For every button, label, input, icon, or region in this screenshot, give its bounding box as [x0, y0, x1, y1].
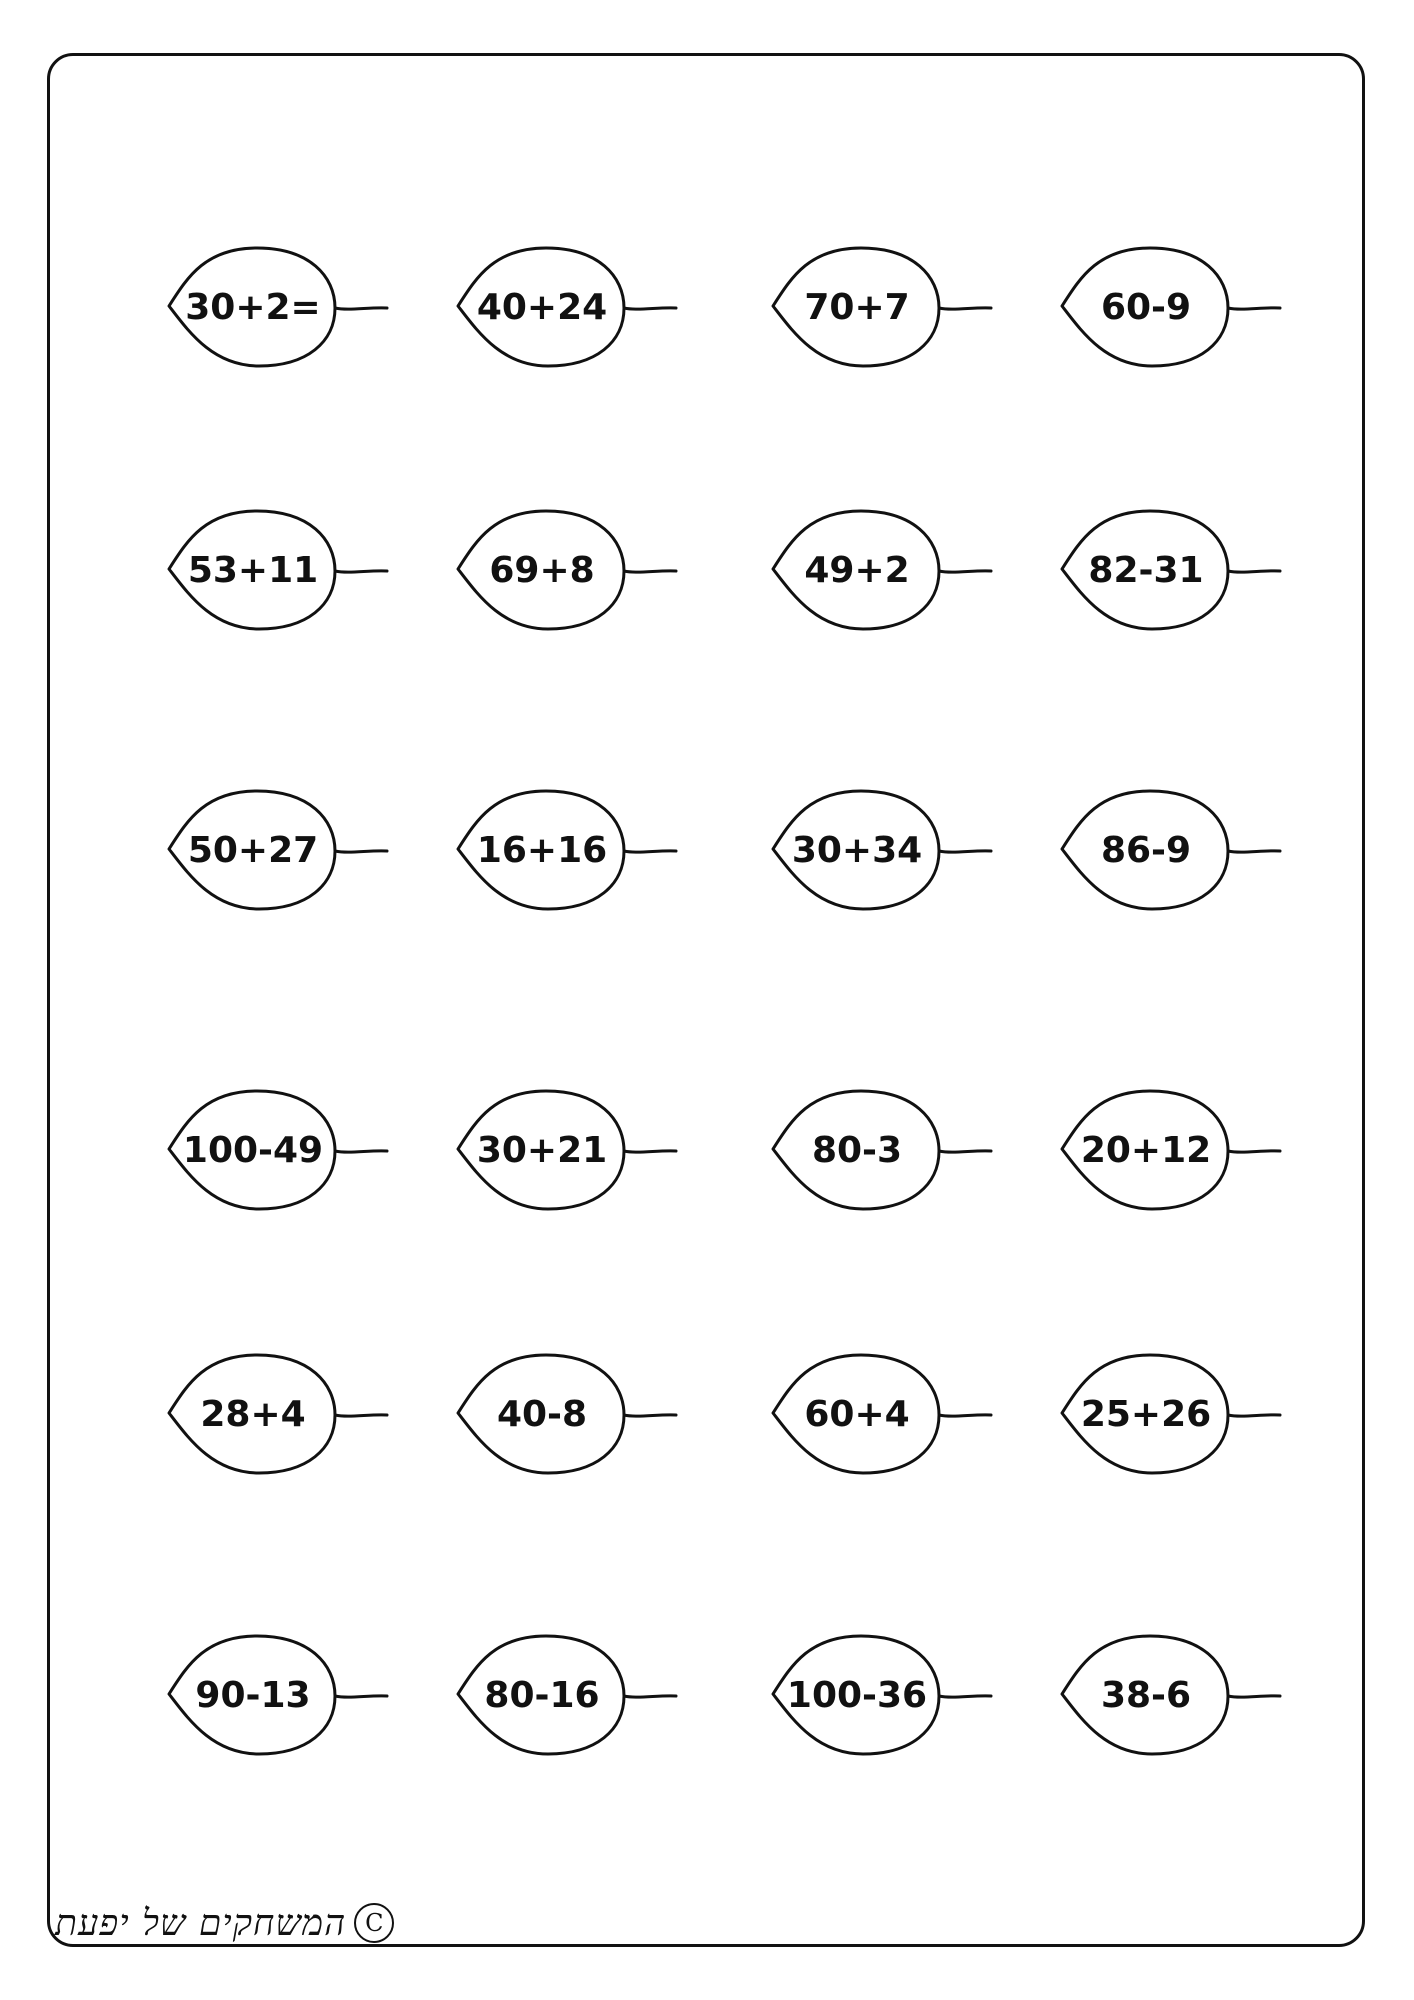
- copyright-icon: C: [354, 1903, 394, 1943]
- leaf-stem: [335, 1696, 387, 1697]
- math-problem-text: 86-9: [1100, 830, 1192, 871]
- problem-leaf: [458, 511, 676, 629]
- problem-leaf: [169, 248, 387, 366]
- problem-leaf: [458, 791, 676, 909]
- math-problem-text: 100-49: [182, 1130, 324, 1171]
- leaf-stem: [1228, 1151, 1280, 1152]
- leaf-stem: [939, 571, 991, 572]
- problem-leaf: [169, 1355, 387, 1473]
- leaf-stem: [1228, 1415, 1280, 1416]
- leaf-stem: [1228, 1696, 1280, 1697]
- leaf-stem: [335, 851, 387, 852]
- problem-leaf: [169, 791, 387, 909]
- math-problem-text: 53+11: [187, 550, 319, 591]
- leaf-stem: [939, 1696, 991, 1697]
- leaf-stem: [939, 1415, 991, 1416]
- problem-leaf: [1062, 791, 1280, 909]
- copyright-footer: [55, 1898, 394, 1948]
- problem-leaf: [458, 1091, 676, 1209]
- leaf-stem: [1228, 571, 1280, 572]
- math-problem-text: 49+2: [804, 550, 910, 591]
- math-problem-text: 80-3: [811, 1130, 903, 1171]
- leaf-stem: [624, 1415, 676, 1416]
- math-problem-text: 69+8: [489, 550, 595, 591]
- problem-leaf: [1062, 248, 1280, 366]
- math-problem-text: 90-13: [195, 1675, 311, 1716]
- problem-leaf: [169, 1091, 387, 1209]
- problem-leaf: [458, 1636, 676, 1754]
- math-problem-text: 50+27: [187, 830, 319, 871]
- leaf-stem: [335, 1415, 387, 1416]
- math-problem-text: 82-31: [1088, 550, 1204, 591]
- problem-leaf: [1062, 1091, 1280, 1209]
- math-problem-text: 40+24: [476, 287, 608, 328]
- problem-leaf: [773, 791, 991, 909]
- leaf-stem: [335, 571, 387, 572]
- math-problem-text: 30+34: [791, 830, 923, 871]
- problem-leaf: [1062, 511, 1280, 629]
- leaf-stem: [624, 308, 676, 309]
- leaf-stem: [939, 851, 991, 852]
- math-problem-text: 30+21: [476, 1130, 608, 1171]
- problem-leaf: [458, 248, 676, 366]
- problem-leaf: [773, 1636, 991, 1754]
- math-problem-text: 30+2=: [185, 287, 321, 328]
- math-problem-text: 60-9: [1100, 287, 1192, 328]
- leaf-stem: [624, 571, 676, 572]
- math-problem-text: 16+16: [476, 830, 608, 871]
- leaf-stem: [1228, 851, 1280, 852]
- problem-leaf: [1062, 1636, 1280, 1754]
- math-problem-text: 28+4: [200, 1394, 306, 1435]
- leaf-stem: [939, 308, 991, 309]
- problem-leaf: [773, 1091, 991, 1209]
- math-problem-text: 80-16: [484, 1675, 600, 1716]
- leaf-stem: [939, 1151, 991, 1152]
- problem-leaf: [169, 511, 387, 629]
- math-problem-text: 20+12: [1080, 1130, 1212, 1171]
- problem-leaf: [169, 1636, 387, 1754]
- leaf-stem: [624, 1151, 676, 1152]
- math-problem-text: 100-36: [786, 1675, 928, 1716]
- problem-leaf: [458, 1355, 676, 1473]
- leaf-stem: [1228, 308, 1280, 309]
- math-problem-text: 25+26: [1080, 1394, 1212, 1435]
- problem-leaf: [773, 248, 991, 366]
- math-problem-text: 40-8: [496, 1394, 588, 1435]
- leaf-stem: [624, 851, 676, 852]
- problem-leaf: [773, 511, 991, 629]
- math-problem-text: 60+4: [804, 1394, 910, 1435]
- leaf-stem: [624, 1696, 676, 1697]
- problem-leaf: [1062, 1355, 1280, 1473]
- leaf-stem: [335, 1151, 387, 1152]
- math-problem-text: 70+7: [804, 287, 910, 328]
- problem-leaf: [773, 1355, 991, 1473]
- math-problem-text: 38-6: [1100, 1675, 1192, 1716]
- leaf-stem: [335, 308, 387, 309]
- footer-text: המשחקים של יפעת: [55, 1903, 347, 1944]
